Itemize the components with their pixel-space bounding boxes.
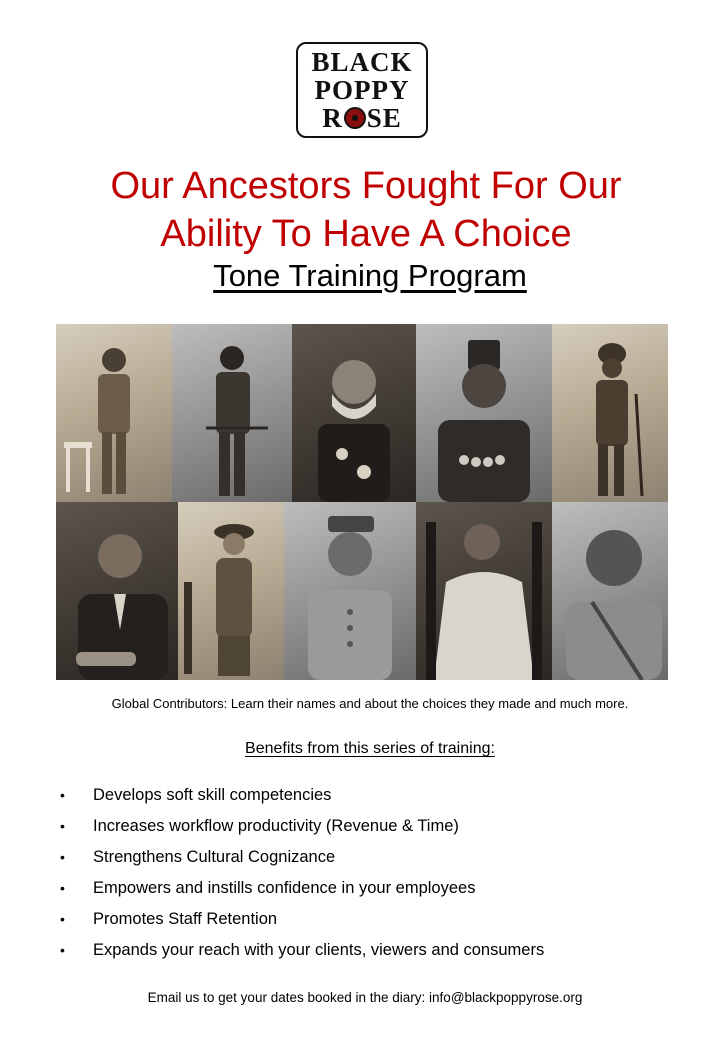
- headline: [40, 162, 692, 258]
- benefit-text: Promotes Staff Retention: [93, 910, 278, 928]
- bullet-icon: •: [60, 942, 65, 958]
- portrait-elder-soldier-icon: [552, 502, 668, 680]
- benefit-text: Expands your reach with your clients, viewers and consumers: [93, 941, 545, 959]
- list-item: [60, 937, 700, 968]
- portrait-sikh-soldier-icon: [552, 324, 668, 502]
- benefits-heading: Benefits from this series of training:: [245, 740, 495, 757]
- list-item: [60, 875, 700, 906]
- headline-line-1: Our Ancestors Fought For Our: [110, 165, 622, 207]
- global-contributors-caption: Global Contributors: Learn their names and about the choices they made and much more.: [111, 696, 629, 711]
- headline-line-2: Ability To Have A Choice: [160, 213, 572, 255]
- benefit-text: Develops soft skill competencies: [93, 786, 332, 804]
- benefits-list: [60, 782, 700, 968]
- portrait-woman-in-uniform-icon: [178, 502, 284, 680]
- portrait-soldier-with-fez-icon: [416, 324, 552, 502]
- bullet-icon: •: [60, 880, 65, 896]
- benefit-text: Empowers and instills confidence in your employees: [93, 879, 476, 897]
- portrait-soldier-with-chair-icon: [56, 324, 172, 502]
- logo-rose-r: R: [322, 102, 343, 133]
- logo-rose-se: SE: [366, 102, 402, 133]
- portrait-soldier-with-cane-icon: [172, 324, 292, 502]
- black-poppy-rose-logo: [296, 42, 428, 138]
- booking-contact-footer: Email us to get your dates booked in the diary: info@blackpoppyrose.org: [147, 990, 583, 1005]
- portrait-woman-in-lace-dress-icon: [416, 502, 552, 680]
- logo-line-rose: [322, 104, 402, 132]
- list-item: [60, 844, 700, 875]
- portrait-man-in-suit-icon: [56, 502, 178, 680]
- program-title: Tone Training Program: [213, 258, 527, 293]
- list-item: [60, 906, 700, 937]
- logo-line-black: BLACK: [311, 46, 413, 77]
- portrait-collage: [56, 324, 668, 680]
- bullet-icon: •: [60, 849, 65, 865]
- list-item: [60, 782, 700, 813]
- portrait-officer-in-cap-icon: [284, 502, 416, 680]
- bullet-icon: •: [60, 911, 65, 927]
- list-item: [60, 813, 700, 844]
- benefit-text: Increases workflow productivity (Revenue & Time): [93, 817, 459, 835]
- benefit-text: Strengthens Cultural Cognizance: [93, 848, 336, 866]
- bullet-icon: •: [60, 787, 65, 803]
- bullet-icon: •: [60, 818, 65, 834]
- poppy-flower-icon: [344, 107, 366, 129]
- portrait-king-in-uniform-icon: [292, 324, 416, 502]
- logo-line-poppy: POPPY: [314, 74, 410, 105]
